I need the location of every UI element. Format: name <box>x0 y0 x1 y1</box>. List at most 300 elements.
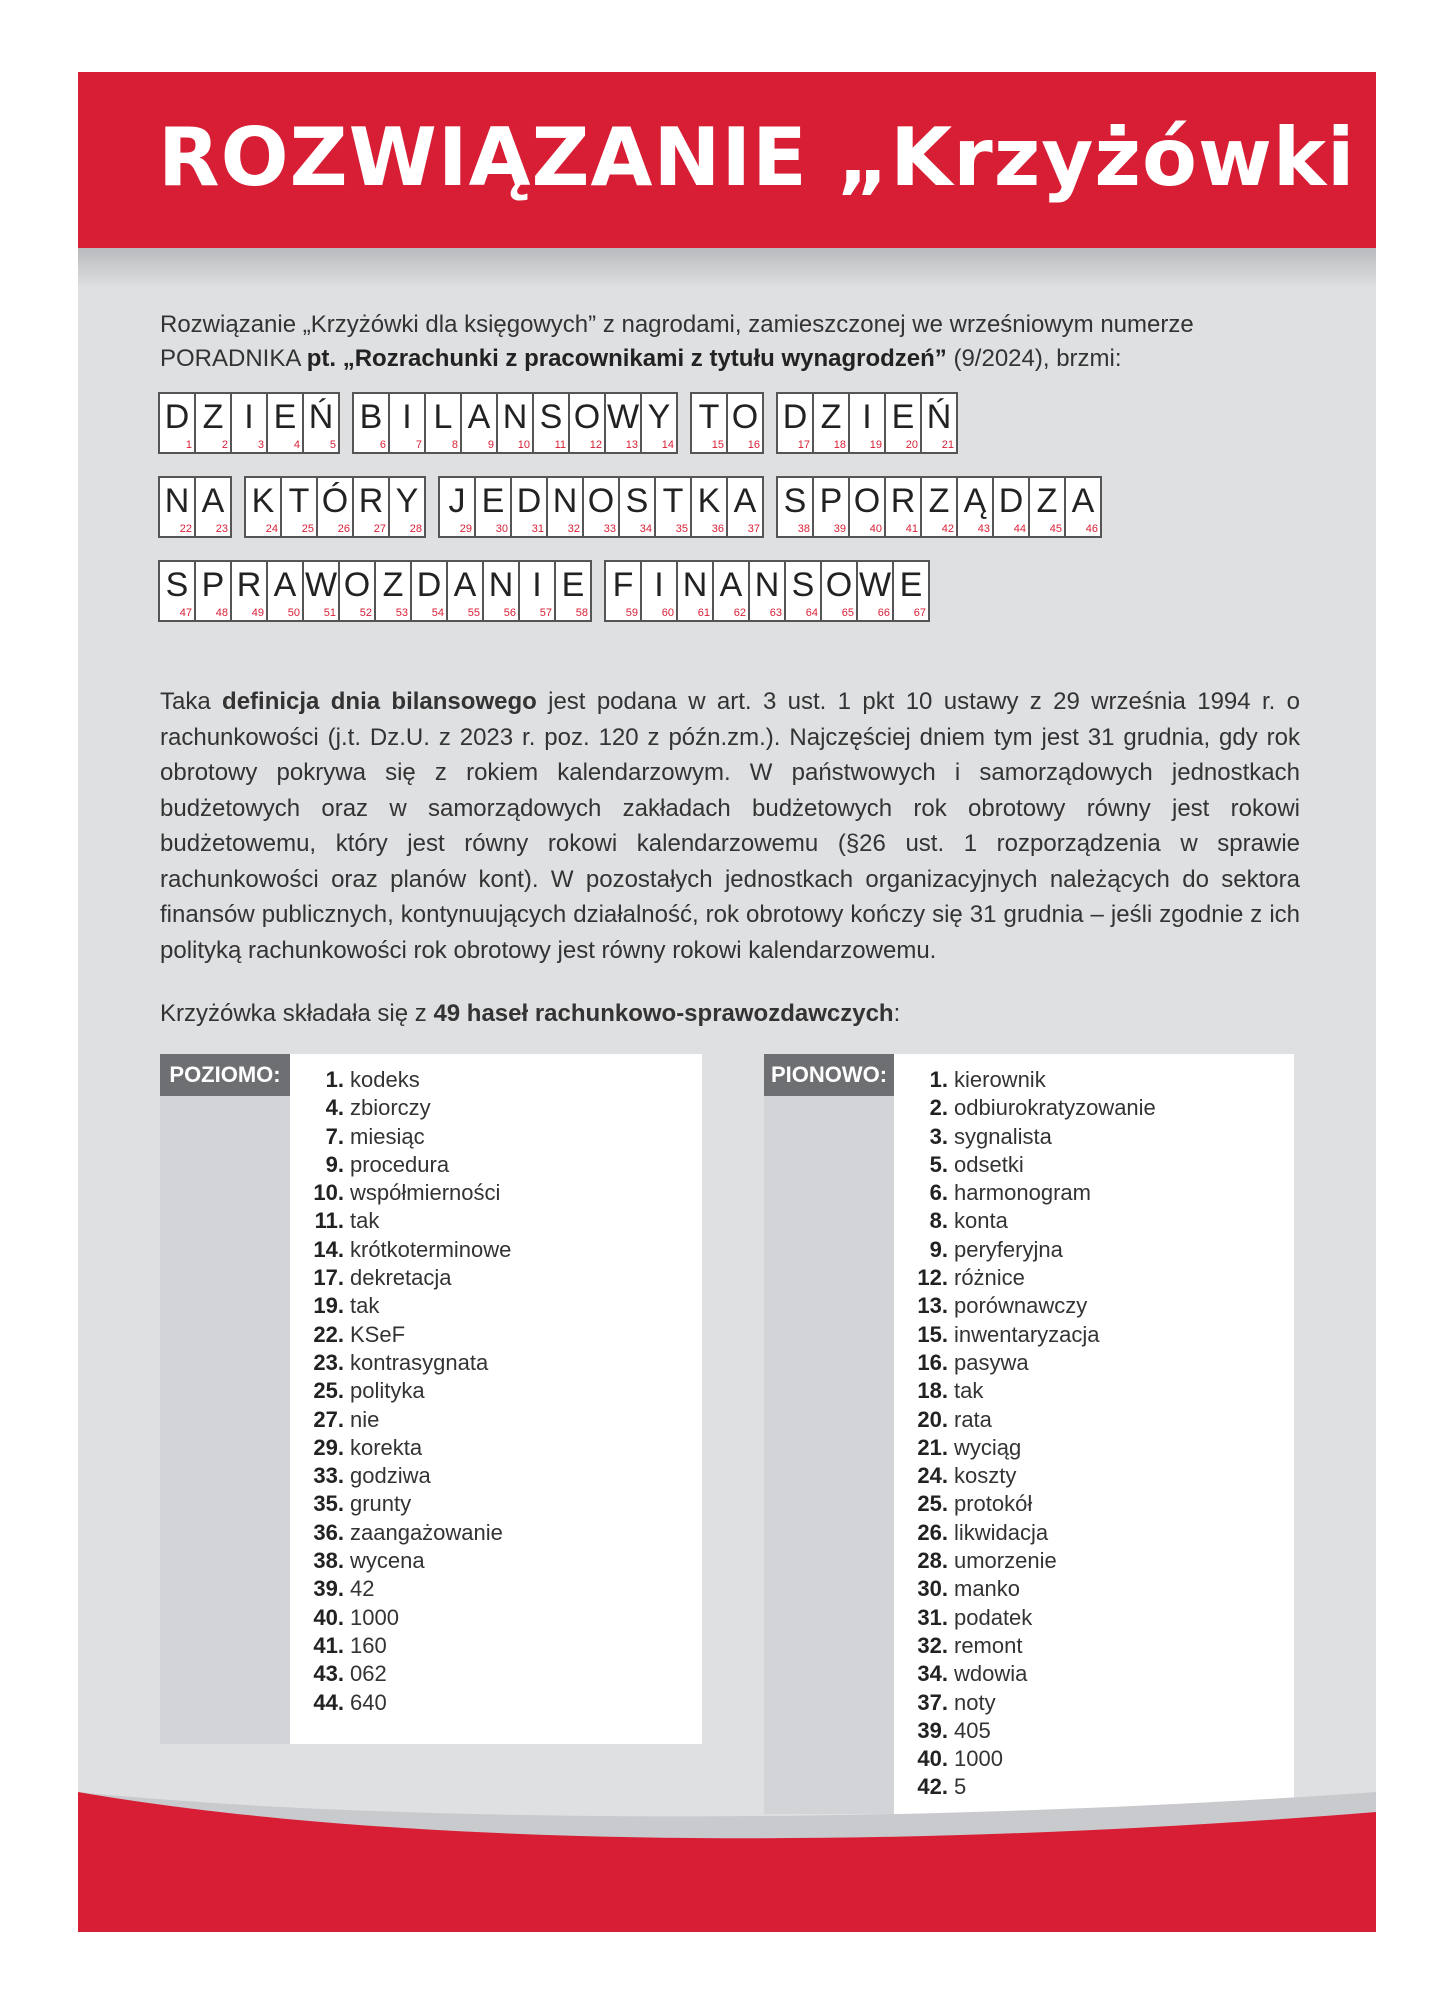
cell-number: 2 <box>221 439 228 451</box>
clue-item <box>912 1717 1156 1745</box>
cell-number: 17 <box>797 439 810 451</box>
cell-number: 59 <box>625 607 638 619</box>
clue-answer: wycena <box>350 1548 425 1574</box>
pionowo-list <box>912 1066 1156 1802</box>
grid-cell <box>354 394 388 452</box>
grid-cell <box>822 562 856 620</box>
grid-cell <box>786 562 820 620</box>
clue-answer: peryferyjna <box>954 1236 1063 1262</box>
clue-count-text <box>160 1000 900 1028</box>
clue-item <box>308 1094 511 1122</box>
cell-letter: F <box>612 566 634 604</box>
clue-answer: protokół <box>954 1491 1033 1517</box>
cell-letter: B <box>359 398 383 436</box>
clue-number: 9. <box>325 1151 344 1177</box>
cell-letter: E <box>891 398 915 436</box>
clue-item <box>912 1264 1156 1292</box>
cell-letter: D <box>998 482 1024 520</box>
clue-answer: wdowia <box>954 1661 1028 1687</box>
cell-number: 16 <box>747 439 760 451</box>
grid-cell <box>728 394 762 452</box>
cell-number: 46 <box>1085 523 1098 535</box>
grid-cell <box>304 562 338 620</box>
grid-cell <box>390 478 424 536</box>
clue-item <box>912 1632 1156 1660</box>
cell-letter: W <box>858 566 892 604</box>
intro-article-title: pt. „Rozrachunki z pracownikami z tytułu wynagrodzeń” <box>306 345 947 372</box>
cell-letter: T <box>662 482 684 520</box>
body-highlight: definicja dnia bilansowego <box>222 688 537 715</box>
cell-number: 25 <box>301 523 314 535</box>
clue-answer: nie <box>350 1406 380 1432</box>
clue-number: 34. <box>917 1661 948 1687</box>
cell-number: 67 <box>913 607 926 619</box>
cell-letter: Z <box>202 398 224 436</box>
cell-letter: D <box>516 482 542 520</box>
grid-cell <box>354 478 388 536</box>
clue-number: 29. <box>313 1434 344 1460</box>
clue-number: 1. <box>929 1067 948 1092</box>
grid-word <box>776 476 1102 538</box>
grid-cell <box>556 562 590 620</box>
clue-item <box>912 1207 1156 1235</box>
cell-letter: A <box>1071 482 1095 520</box>
grid-cell <box>778 478 812 536</box>
clue-number: 25. <box>917 1491 948 1517</box>
cell-number: 20 <box>905 439 918 451</box>
clue-item <box>912 1151 1156 1179</box>
cell-number: 5 <box>329 439 336 451</box>
clue-number: 7. <box>325 1123 344 1149</box>
clue-number: 30. <box>917 1576 948 1602</box>
clue-number: 43. <box>313 1661 344 1687</box>
clue-number: 40. <box>917 1746 948 1772</box>
grid-cell <box>886 394 920 452</box>
pionowo-side-bar <box>764 1054 894 1814</box>
clue-number: 22. <box>313 1321 344 1347</box>
cell-letter: Z <box>820 398 842 436</box>
cell-number: 51 <box>323 607 336 619</box>
grid-cell <box>994 478 1028 536</box>
grid-row <box>158 476 1318 538</box>
clue-answer: krótkoterminowe <box>350 1236 512 1262</box>
cell-number: 6 <box>379 439 386 451</box>
cell-letter: I <box>532 566 542 604</box>
clue-answer: grunty <box>350 1491 412 1517</box>
cell-letter: A <box>273 566 297 604</box>
clue-item <box>308 1406 511 1434</box>
cell-number: 22 <box>179 523 192 535</box>
clue-answer: likwidacja <box>954 1519 1049 1545</box>
cell-letter: O <box>573 398 601 436</box>
title-banner <box>78 72 1376 248</box>
grid-cell <box>318 478 352 536</box>
cell-letter: L <box>433 398 453 436</box>
clue-number: 25. <box>313 1378 344 1404</box>
clue-item <box>912 1490 1156 1518</box>
clue-answer: 640 <box>350 1689 387 1715</box>
clue-item <box>308 1519 511 1547</box>
intro-line-2-start: PORADNIKA <box>160 345 307 372</box>
clue-item <box>308 1660 511 1688</box>
grid-word <box>776 392 958 454</box>
grid-cell <box>692 478 726 536</box>
cell-number: 1 <box>185 439 192 451</box>
cell-letter: O <box>825 566 853 604</box>
clue-number: 40. <box>313 1604 344 1630</box>
clue-answer: harmonogram <box>954 1180 1091 1206</box>
cell-letter: N <box>488 566 514 604</box>
clue-answer: sygnalista <box>954 1123 1052 1149</box>
grid-cell <box>814 394 848 452</box>
cell-letter: A <box>719 566 743 604</box>
count-highlight: 49 haseł rachunkowo-sprawozdawczych <box>433 1000 894 1027</box>
clue-answer: 405 <box>954 1717 991 1743</box>
grid-cell <box>196 562 230 620</box>
clue-answer: 062 <box>350 1661 387 1687</box>
clue-item <box>308 1179 511 1207</box>
clue-item <box>308 1490 511 1518</box>
cell-number: 36 <box>711 523 724 535</box>
cell-number: 52 <box>359 607 372 619</box>
grid-cell <box>850 478 884 536</box>
grid-cell <box>714 562 748 620</box>
clue-item <box>308 1434 511 1462</box>
clue-answer: tak <box>954 1378 984 1404</box>
grid-cell <box>196 394 230 452</box>
cell-number: 26 <box>337 523 350 535</box>
cell-letter: D <box>782 398 808 436</box>
cell-number: 32 <box>567 523 580 535</box>
clue-item <box>912 1066 1156 1094</box>
clue-item <box>308 1123 511 1151</box>
cell-number: 40 <box>869 523 882 535</box>
grid-cell <box>246 478 280 536</box>
grid-word <box>690 392 764 454</box>
cell-letter: Ó <box>321 482 349 520</box>
grid-cell <box>268 394 302 452</box>
cell-number: 30 <box>495 523 508 535</box>
grid-word <box>158 560 592 622</box>
cell-letter: Ń <box>926 398 952 436</box>
grid-cell <box>606 394 640 452</box>
clue-answer: 1000 <box>350 1604 399 1630</box>
clue-item <box>912 1094 1156 1122</box>
clue-answer: miesiąc <box>350 1123 425 1149</box>
cell-number: 50 <box>287 607 300 619</box>
cell-letter: D <box>164 398 190 436</box>
cell-letter: O <box>587 482 615 520</box>
clue-number: 8. <box>929 1208 948 1234</box>
clue-item <box>308 1377 511 1405</box>
cell-number: 58 <box>575 607 588 619</box>
cell-number: 65 <box>841 607 854 619</box>
grid-cell <box>922 478 956 536</box>
cell-number: 10 <box>517 439 530 451</box>
cell-number: 43 <box>977 523 990 535</box>
clue-item <box>308 1066 511 1094</box>
clue-answer: 42 <box>350 1576 375 1602</box>
cell-letter: S <box>165 566 189 604</box>
cell-letter: P <box>201 566 225 604</box>
clue-answer: godziwa <box>350 1463 431 1489</box>
clue-number: 6. <box>929 1180 948 1206</box>
grid-word <box>158 476 232 538</box>
clue-answer: podatek <box>954 1604 1033 1630</box>
clue-number: 28. <box>917 1548 948 1574</box>
clue-number: 37. <box>917 1689 948 1715</box>
banner-shadow <box>78 248 1376 288</box>
grid-cell <box>958 478 992 536</box>
grid-word <box>438 476 764 538</box>
cell-number: 24 <box>265 523 278 535</box>
grid-cell <box>814 478 848 536</box>
cell-number: 23 <box>215 523 228 535</box>
clue-answer: kodeks <box>350 1067 420 1092</box>
cell-letter: E <box>481 482 505 520</box>
cell-number: 18 <box>833 439 846 451</box>
cell-letter: I <box>654 566 664 604</box>
cell-letter: E <box>899 566 923 604</box>
clue-answer: 5 <box>954 1774 967 1800</box>
clue-item <box>912 1236 1156 1264</box>
clue-number: 18. <box>917 1378 948 1404</box>
cell-letter: O <box>731 398 759 436</box>
clue-number: 23. <box>313 1349 344 1375</box>
cell-letter: R <box>358 482 384 520</box>
cell-letter: O <box>853 482 881 520</box>
grid-cell <box>778 394 812 452</box>
clue-item <box>912 1604 1156 1632</box>
clue-number: 11. <box>314 1208 344 1234</box>
count-end: : <box>893 1000 901 1027</box>
clue-number: 35. <box>313 1491 344 1517</box>
clue-item <box>912 1321 1156 1349</box>
grid-cell <box>678 562 712 620</box>
clue-answer: remont <box>954 1632 1023 1658</box>
cell-letter: Y <box>647 398 671 436</box>
grid-cell <box>412 562 446 620</box>
grid-cell <box>886 478 920 536</box>
cell-letter: N <box>682 566 708 604</box>
clue-number: 41. <box>313 1632 344 1658</box>
cell-letter: Z <box>382 566 404 604</box>
cell-number: 15 <box>711 439 724 451</box>
clue-item <box>912 1179 1156 1207</box>
clue-answer: kontrasygnata <box>350 1349 489 1375</box>
clue-item <box>308 1207 511 1235</box>
clue-item <box>308 1292 511 1320</box>
cell-number: 9 <box>487 439 494 451</box>
grid-cell <box>850 394 884 452</box>
cell-number: 37 <box>747 523 760 535</box>
cell-letter: A <box>453 566 477 604</box>
clue-item <box>912 1406 1156 1434</box>
grid-cell <box>606 562 640 620</box>
clue-number: 44. <box>313 1689 344 1715</box>
grid-cell <box>1030 478 1064 536</box>
clue-number: 2. <box>929 1095 948 1121</box>
clue-number: 26. <box>917 1519 948 1545</box>
clue-answer: 160 <box>350 1632 387 1658</box>
cell-letter: D <box>416 566 442 604</box>
clue-number: 39. <box>313 1576 344 1602</box>
grid-cell <box>584 478 618 536</box>
pionowo-panel <box>764 1054 1294 1814</box>
clue-item <box>912 1689 1156 1717</box>
cell-letter: S <box>783 482 807 520</box>
cell-number: 49 <box>251 607 264 619</box>
grid-cell <box>520 562 554 620</box>
clue-answer: 1000 <box>954 1746 1003 1772</box>
clue-number: 36. <box>313 1519 344 1545</box>
cell-number: 38 <box>797 523 810 535</box>
clue-number: 38. <box>313 1548 344 1574</box>
clue-number: 20. <box>917 1406 948 1432</box>
clue-answer: polityka <box>350 1378 425 1404</box>
cell-number: 4 <box>293 439 300 451</box>
grid-cell <box>232 394 266 452</box>
grid-cell <box>376 562 410 620</box>
clue-answer: różnice <box>954 1265 1025 1291</box>
grid-cell <box>858 562 892 620</box>
clue-number: 21. <box>917 1434 948 1460</box>
body-text-rest: jest podana w art. 3 ust. 1 pkt 10 ustawy z 29 września 1994 r. o rachunkowości (j.t. Dz.U. z 2023 r. poz. 120 z późn.zm.). Najczęściej dniem tym jest 31 grudnia, gdy rok obrotowy pokrywa się z rokiem kalendarzowym. W państwowych i samorządowych jednostkach budżetowych oraz w samorządowych zakładach budżetowych rok obrotowy równy jest rokowi budżetowemu, który jest równy rokowi kalendarzowemu (§26 ust. 1 rozporządzenia w sprawie rachunkowości oraz planów kont). W pozostałych jednostkach organizacyjnych należących do sektora finansów publicznych, kontynuujących działalność, rok obrotowy kończy się 31 grudnia – jeśli zgodnie z ich polityką rachunkowości rok obrotowy jest równy rokowi kalendarzowemu. <box>160 688 1300 964</box>
grid-cell <box>196 478 230 536</box>
grid-cell <box>922 394 956 452</box>
clue-number: 42. <box>917 1774 948 1800</box>
clue-item <box>308 1321 511 1349</box>
grid-word <box>604 560 930 622</box>
grid-cell <box>160 394 194 452</box>
clue-number: 39. <box>917 1717 948 1743</box>
grid-cell <box>642 562 676 620</box>
clue-answer: KSeF <box>350 1321 406 1347</box>
cell-letter: A <box>201 482 225 520</box>
grid-cell <box>160 478 194 536</box>
grid-cell <box>390 394 424 452</box>
cell-letter: I <box>402 398 412 436</box>
clue-number: 24. <box>917 1463 948 1489</box>
clue-item <box>912 1349 1156 1377</box>
grid-cell <box>304 394 338 452</box>
cell-number: 34 <box>639 523 652 535</box>
pionowo-header: PIONOWO: <box>764 1054 894 1096</box>
cell-number: 31 <box>531 523 544 535</box>
grid-cell <box>340 562 374 620</box>
grid-word <box>352 392 678 454</box>
clue-answer: rata <box>954 1406 992 1432</box>
cell-number: 28 <box>409 523 422 535</box>
cell-letter: Ą <box>963 482 987 520</box>
grid-cell <box>268 562 302 620</box>
clue-number: 10. <box>313 1180 344 1206</box>
cell-number: 63 <box>769 607 782 619</box>
cell-letter: S <box>625 482 649 520</box>
clue-answer: umorzenie <box>954 1548 1057 1574</box>
grid-cell <box>440 478 474 536</box>
grid-row <box>158 560 1318 622</box>
clue-item <box>912 1434 1156 1462</box>
body-text-start: Taka <box>160 688 223 715</box>
clue-number: 5. <box>929 1151 948 1177</box>
cell-letter: Z <box>928 482 950 520</box>
cell-number: 19 <box>869 439 882 451</box>
clue-number: 32. <box>917 1632 948 1658</box>
grid-cell <box>476 478 510 536</box>
grid-cell <box>548 478 582 536</box>
grid-row <box>158 392 1318 454</box>
cell-number: 7 <box>415 439 422 451</box>
cell-letter: W <box>606 398 640 436</box>
poziomo-panel <box>160 1054 702 1744</box>
cell-letter: T <box>288 482 310 520</box>
cell-number: 53 <box>395 607 408 619</box>
intro-line-2 <box>160 342 1300 376</box>
clue-item <box>912 1660 1156 1688</box>
clue-number: 33. <box>313 1463 344 1489</box>
grid-word <box>244 476 426 538</box>
cell-letter: I <box>862 398 872 436</box>
cell-number: 39 <box>833 523 846 535</box>
cell-letter: A <box>733 482 757 520</box>
clue-answer: wyciąg <box>954 1434 1022 1460</box>
cell-letter: E <box>273 398 297 436</box>
cell-letter: J <box>448 482 466 520</box>
clue-item <box>308 1547 511 1575</box>
clue-answer: współmierności <box>350 1180 501 1206</box>
clue-item <box>308 1151 511 1179</box>
cell-number: 8 <box>451 439 458 451</box>
clue-answer: konta <box>954 1208 1008 1234</box>
cell-letter: K <box>697 482 721 520</box>
count-start: Krzyżówka składała się z <box>160 1000 434 1027</box>
intro-line-2-end: (9/2024), brzmi: <box>946 345 1122 372</box>
clue-number: 12. <box>917 1265 948 1291</box>
clue-item <box>308 1264 511 1292</box>
cell-letter: Ń <box>308 398 334 436</box>
clue-number: 4. <box>325 1095 344 1121</box>
clue-answer: tak <box>350 1293 380 1319</box>
clue-number: 14. <box>313 1236 344 1262</box>
cell-number: 3 <box>257 439 264 451</box>
cell-letter: S <box>791 566 815 604</box>
clue-item <box>308 1236 511 1264</box>
clue-answer: noty <box>954 1689 996 1715</box>
grid-cell <box>498 394 532 452</box>
clue-number: 9. <box>929 1236 948 1262</box>
cell-number: 42 <box>941 523 954 535</box>
cell-number: 66 <box>877 607 890 619</box>
clue-item <box>912 1575 1156 1603</box>
cell-number: 56 <box>503 607 516 619</box>
clue-answer: inwentaryzacja <box>954 1321 1100 1347</box>
cell-number: 57 <box>539 607 552 619</box>
grid-cell <box>750 562 784 620</box>
cell-number: 44 <box>1013 523 1026 535</box>
clue-answer: porównawczy <box>954 1293 1088 1319</box>
clue-answer: tak <box>350 1208 380 1234</box>
grid-word <box>158 392 340 454</box>
clue-number: 17. <box>313 1265 344 1291</box>
intro-line-1: Rozwiązanie „Krzyżówki dla księgowych” z nagrodami, zamieszczonej we wrześniowym numerze <box>160 311 1194 338</box>
clue-item <box>308 1604 511 1632</box>
grid-cell <box>692 394 726 452</box>
clue-answer: pasywa <box>954 1349 1029 1375</box>
cell-number: 21 <box>941 439 954 451</box>
clue-number: 19. <box>313 1293 344 1319</box>
bottom-wave-decoration <box>78 1752 1376 1932</box>
